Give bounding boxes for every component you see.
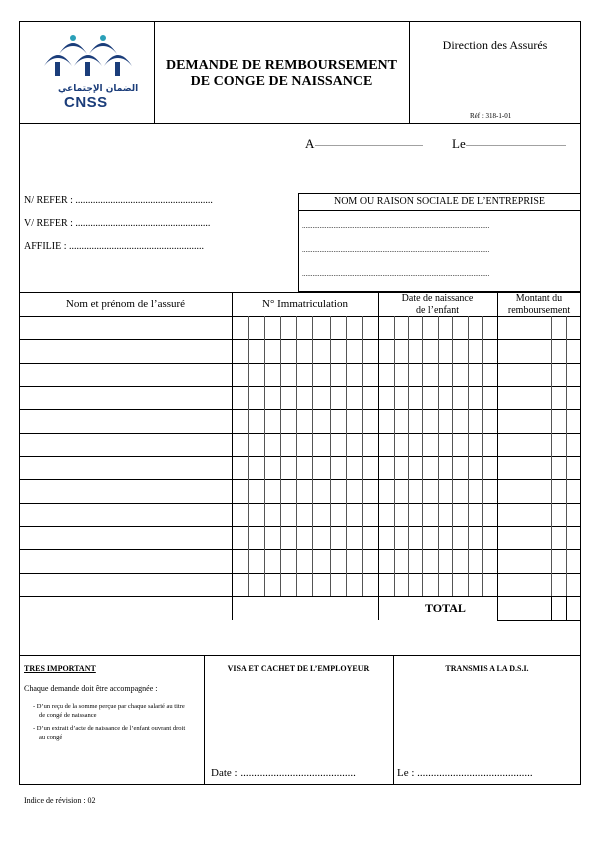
table-digit-rule: [438, 316, 439, 596]
table-row[interactable]: [19, 526, 581, 549]
table-row[interactable]: [19, 316, 581, 339]
transmis-date-field[interactable]: Le : ..........................................: [397, 767, 533, 779]
table-row[interactable]: [19, 456, 581, 479]
table-row[interactable]: [19, 386, 581, 409]
col-header-date-1: Date de naissance: [401, 293, 474, 304]
form-title-line1: DEMANDE DE REMBOURSEMENT: [165, 58, 397, 73]
table-row-rule: [19, 549, 581, 550]
form-title-line2: DE CONGE DE NAISSANCE: [190, 74, 373, 89]
company-line-2[interactable]: ...........................................................................................................: [302, 246, 490, 254]
table-digit-rule: [408, 316, 409, 596]
table-digit-rule: [312, 316, 313, 596]
visa-date-field[interactable]: Date : ..........................................: [211, 767, 356, 779]
table-row[interactable]: [19, 363, 581, 386]
logo-arabic-text: الضمان الإجتماعي: [58, 84, 139, 94]
table-row-rule: [19, 503, 581, 504]
col-header-amount-2: remboursement: [507, 305, 571, 316]
col-header-amount-1: Montant du: [515, 293, 563, 304]
table-digit-rule: [280, 316, 281, 596]
table-row-rule: [19, 526, 581, 527]
reference-code: Réf : 318-1-01: [470, 112, 512, 120]
date-label: Le: [452, 136, 466, 151]
table-row[interactable]: [19, 479, 581, 502]
footer-divider-2: [393, 655, 394, 785]
company-line-3[interactable]: ...........................................................................................................: [302, 270, 490, 278]
table-row-rule: [19, 409, 581, 410]
table-row[interactable]: [19, 503, 581, 526]
total-amount-field[interactable]: [497, 596, 581, 620]
table-digit-rule: [482, 316, 483, 596]
header-divider-right: [409, 21, 410, 123]
total-bottom-rule: [497, 620, 581, 621]
total-label: TOTAL: [425, 601, 466, 615]
cnss-logo: [40, 32, 139, 112]
company-heading-rule: [298, 210, 581, 211]
department-label: Direction des Assurés: [442, 38, 548, 52]
table-digit-rule: [452, 316, 453, 596]
col-header-immat: N° Immatriculation: [262, 298, 348, 310]
table-row[interactable]: [19, 339, 581, 362]
table-row[interactable]: [19, 549, 581, 572]
company-heading: NOM OU RAISON SOCIALE DE L’ENTREPRISE: [333, 196, 546, 207]
table-row-rule: [19, 456, 581, 457]
table-row-rule: [19, 363, 581, 364]
transmis-title: TRANSMIS A LA D.S.I.: [445, 664, 529, 673]
table-digit-rule: [566, 316, 567, 596]
place-field[interactable]: ......................................................: [315, 139, 423, 148]
table-digit-rule: [330, 316, 331, 596]
revision-index: Indice de révision : 02: [24, 796, 96, 805]
table-digit-rule: [362, 316, 363, 596]
table-row[interactable]: [19, 433, 581, 456]
important-title: TRES IMPORTANT: [24, 664, 96, 673]
v-refer-field[interactable]: V/ REFER : ......................................................: [24, 218, 211, 229]
affilie-field[interactable]: AFFILIE : ......................................................: [24, 241, 204, 252]
table-digit-rule: [551, 316, 552, 596]
footer-top-rule: [19, 655, 581, 656]
table-row-rule: [19, 479, 581, 480]
n-refer-field[interactable]: N/ REFER : .......................................................: [24, 195, 213, 206]
footer-divider-1: [204, 655, 205, 785]
important-item-2-line-2: au congé: [39, 734, 63, 741]
table-digit-rule: [422, 316, 423, 596]
col-header-name: Nom et prénom de l’assuré: [65, 298, 186, 310]
table-row-rule: [19, 433, 581, 434]
table-row-rule: [19, 339, 581, 340]
important-intro: Chaque demande doit être accompagnée :: [24, 684, 158, 693]
important-item-1-line-2: de congé de naissance: [39, 712, 97, 719]
table-digit-rule: [394, 316, 395, 596]
visa-title: VISA ET CACHET DE L’EMPLOYEUR: [227, 664, 370, 673]
important-item-2-line-1: - D’un extrait d’acte de naissance de l’enfant ouvrant droit: [33, 725, 186, 732]
logo-cnss-text: CNSS: [64, 94, 108, 111]
place-label: A: [305, 136, 315, 151]
total-grid-1: [551, 596, 552, 620]
table-digit-rule: [296, 316, 297, 596]
date-field[interactable]: ..................................................: [466, 139, 566, 148]
table-row[interactable]: [19, 573, 581, 596]
table-row[interactable]: [19, 409, 581, 432]
table-row-rule: [19, 573, 581, 574]
table-digit-rule: [264, 316, 265, 596]
header-bottom-rule: [19, 123, 581, 124]
table-digit-rule: [468, 316, 469, 596]
cnss-emblem-icon: [40, 32, 136, 84]
table-digit-rule: [248, 316, 249, 596]
important-item-1-line-1: - D’un reçu de la somme perçue par chaque salarié au titre: [33, 703, 185, 710]
total-grid-2: [566, 596, 567, 620]
company-line-1[interactable]: ...........................................................................................................: [302, 222, 490, 230]
table-digit-rule: [346, 316, 347, 596]
col-header-date-2: de l’enfant: [415, 305, 460, 316]
table-row-rule: [19, 386, 581, 387]
